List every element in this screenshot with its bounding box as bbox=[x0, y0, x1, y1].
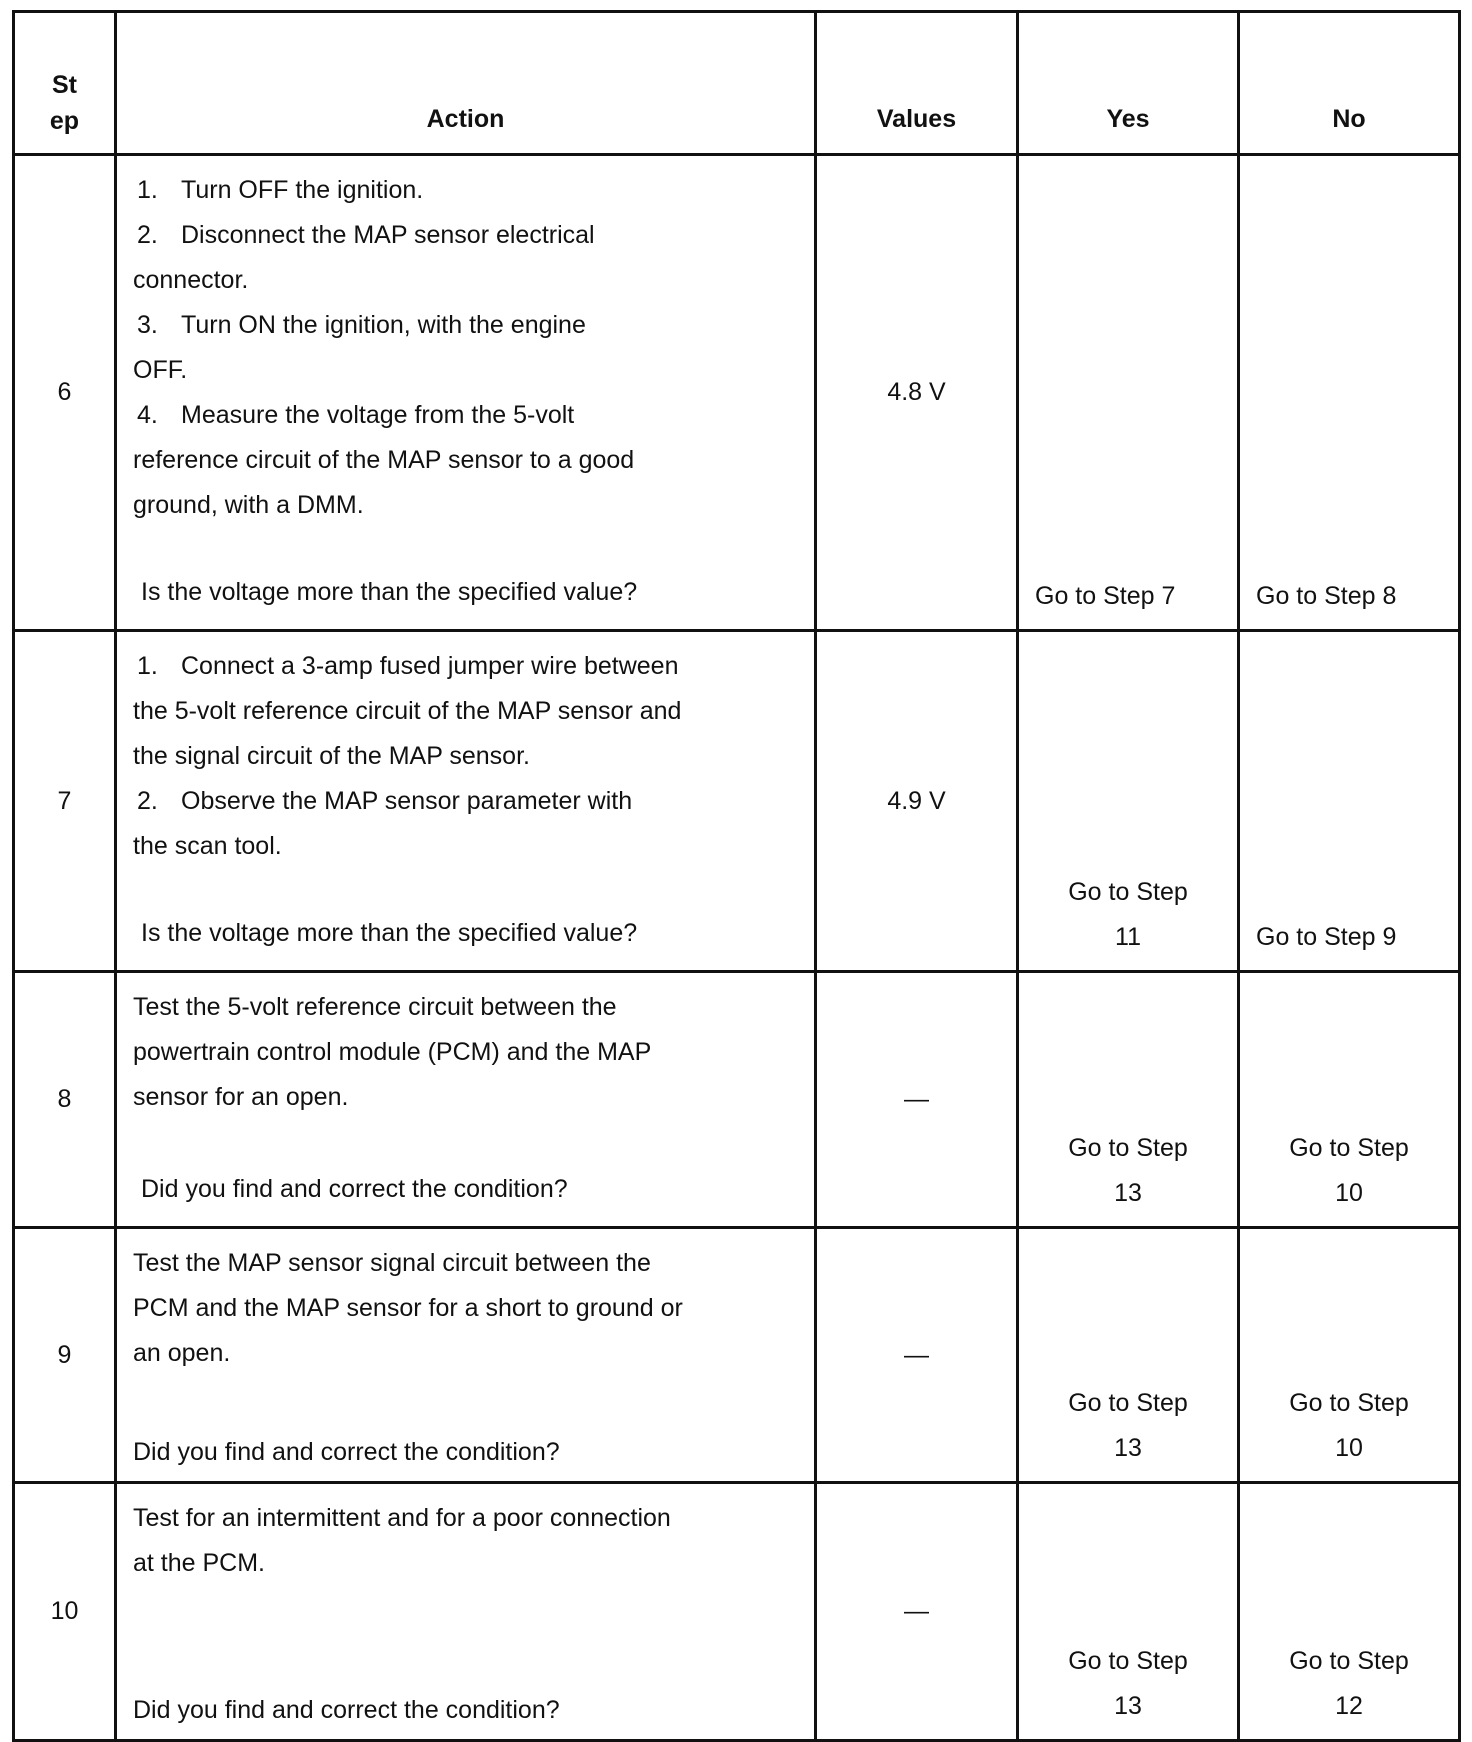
action-line-text: Test the 5-volt reference circuit between the bbox=[133, 993, 617, 1021]
yes-goto-text: Go to Step bbox=[1068, 1134, 1188, 1162]
action-line bbox=[133, 1331, 798, 1376]
action-line-text: PCM and the MAP sensor for a short to ground or bbox=[133, 1294, 683, 1322]
table-row bbox=[14, 1228, 1460, 1483]
no-cell bbox=[1239, 1483, 1460, 1741]
action-line bbox=[133, 393, 798, 438]
yes-cell bbox=[1018, 1483, 1239, 1741]
action-line bbox=[133, 1496, 798, 1541]
action-question: Did you find and correct the condition? bbox=[141, 1175, 568, 1203]
action-line bbox=[133, 689, 798, 734]
action-line bbox=[133, 168, 798, 213]
yes-cell bbox=[1018, 155, 1239, 631]
value-cell: 4.8 V bbox=[816, 155, 1018, 631]
action-cell bbox=[116, 1483, 816, 1741]
step-number: 8 bbox=[14, 972, 116, 1228]
action-question: Did you find and correct the condition? bbox=[133, 1696, 560, 1724]
header-values: Values bbox=[816, 12, 1018, 155]
action-line-number: 1. bbox=[137, 176, 158, 204]
action-question: Did you find and correct the condition? bbox=[133, 1438, 560, 1466]
action-line-text: at the PCM. bbox=[133, 1549, 265, 1577]
action-line-text: Disconnect the MAP sensor electrical bbox=[181, 221, 595, 249]
no-cell bbox=[1239, 155, 1460, 631]
diagnostic-table bbox=[12, 10, 1461, 1742]
action-line-text: the signal circuit of the MAP sensor. bbox=[133, 742, 530, 770]
no-cell bbox=[1239, 1228, 1460, 1483]
yes-goto-text: Go to Step bbox=[1068, 1647, 1188, 1675]
action-line-text: powertrain control module (PCM) and the MAP bbox=[133, 1038, 652, 1066]
value-cell: 4.9 V bbox=[816, 631, 1018, 972]
action-line-number: 2. bbox=[137, 787, 158, 815]
step-number: 10 bbox=[14, 1483, 116, 1741]
table-body bbox=[14, 155, 1460, 1741]
header-step: St ep bbox=[14, 12, 116, 155]
action-line bbox=[133, 483, 798, 528]
action-line-number: 3. bbox=[137, 311, 158, 339]
step-number: 9 bbox=[14, 1228, 116, 1483]
no-goto-text: Go to Step bbox=[1289, 1647, 1409, 1675]
header-yes: Yes bbox=[1018, 12, 1239, 155]
action-line bbox=[133, 348, 798, 393]
action-line-text: ground, with a DMM. bbox=[133, 491, 364, 519]
header-action: Action bbox=[116, 12, 816, 155]
no-goto-text: 10 bbox=[1335, 1179, 1363, 1207]
action-line-text: connector. bbox=[133, 266, 249, 294]
action-line bbox=[133, 734, 798, 779]
action-line-text: sensor for an open. bbox=[133, 1083, 349, 1111]
action-line-number: 4. bbox=[137, 401, 158, 429]
action-cell bbox=[116, 1228, 816, 1483]
action-line bbox=[133, 1241, 798, 1286]
yes-cell bbox=[1018, 972, 1239, 1228]
action-line bbox=[133, 1541, 798, 1586]
action-line-number: 2. bbox=[137, 221, 158, 249]
table-row bbox=[14, 1483, 1460, 1741]
action-line bbox=[133, 779, 798, 824]
yes-cell bbox=[1018, 631, 1239, 972]
action-line-text: the scan tool. bbox=[133, 832, 282, 860]
action-line bbox=[133, 824, 798, 869]
action-line bbox=[133, 1030, 798, 1075]
table-row bbox=[14, 631, 1460, 972]
yes-goto-text: Go to Step bbox=[1068, 878, 1188, 906]
action-cell bbox=[116, 972, 816, 1228]
no-goto-text: Go to Step 8 bbox=[1256, 582, 1397, 610]
action-line bbox=[133, 303, 798, 348]
yes-goto-text: Go to Step bbox=[1068, 1389, 1188, 1417]
action-line-text: an open. bbox=[133, 1339, 231, 1367]
table-row bbox=[14, 155, 1460, 631]
action-line-text: the 5-volt reference circuit of the MAP sensor and bbox=[133, 697, 682, 725]
no-goto-text: 12 bbox=[1335, 1692, 1363, 1720]
value-cell: — bbox=[816, 1483, 1018, 1741]
yes-goto-text: 13 bbox=[1114, 1692, 1142, 1720]
yes-goto-text: 13 bbox=[1114, 1434, 1142, 1462]
action-line bbox=[133, 1075, 798, 1120]
value-cell: — bbox=[816, 1228, 1018, 1483]
action-line-text: Turn OFF the ignition. bbox=[181, 176, 424, 204]
yes-goto-text: Go to Step 7 bbox=[1035, 582, 1176, 610]
no-cell bbox=[1239, 631, 1460, 972]
no-goto-text: Go to Step bbox=[1289, 1389, 1409, 1417]
no-goto-text: Go to Step 9 bbox=[1256, 923, 1397, 951]
action-line-number: 1. bbox=[137, 652, 158, 680]
no-goto-text: 10 bbox=[1335, 1434, 1363, 1462]
action-line bbox=[133, 258, 798, 303]
action-cell bbox=[116, 631, 816, 972]
action-cell bbox=[116, 155, 816, 631]
yes-cell bbox=[1018, 1228, 1239, 1483]
action-line-text: Test for an intermittent and for a poor connection bbox=[133, 1504, 671, 1532]
step-number: 7 bbox=[14, 631, 116, 972]
value-cell: — bbox=[816, 972, 1018, 1228]
yes-goto-text: 11 bbox=[1115, 923, 1141, 951]
action-line-text: Connect a 3-amp fused jumper wire between bbox=[181, 652, 679, 680]
action-line bbox=[133, 213, 798, 258]
action-line-text: Turn ON the ignition, with the engine bbox=[181, 311, 586, 339]
action-line-text: OFF. bbox=[133, 356, 188, 384]
action-question: Is the voltage more than the specified value? bbox=[141, 578, 638, 606]
header-row bbox=[14, 12, 1460, 155]
action-line bbox=[133, 1286, 798, 1331]
header-no: No bbox=[1239, 12, 1460, 155]
action-line bbox=[133, 438, 798, 483]
table-row bbox=[14, 972, 1460, 1228]
no-cell bbox=[1239, 972, 1460, 1228]
action-line-text: Test the MAP sensor signal circuit between the bbox=[133, 1249, 651, 1277]
action-line-text: Observe the MAP sensor parameter with bbox=[181, 787, 633, 815]
yes-goto-text: 13 bbox=[1114, 1179, 1142, 1207]
no-goto-text: Go to Step bbox=[1289, 1134, 1409, 1162]
action-line bbox=[133, 985, 798, 1030]
action-line bbox=[133, 644, 798, 689]
step-number: 6 bbox=[14, 155, 116, 631]
action-question: Is the voltage more than the specified value? bbox=[141, 919, 638, 947]
action-line-text: reference circuit of the MAP sensor to a good bbox=[133, 446, 635, 474]
action-line-text: Measure the voltage from the 5-volt bbox=[181, 401, 575, 429]
